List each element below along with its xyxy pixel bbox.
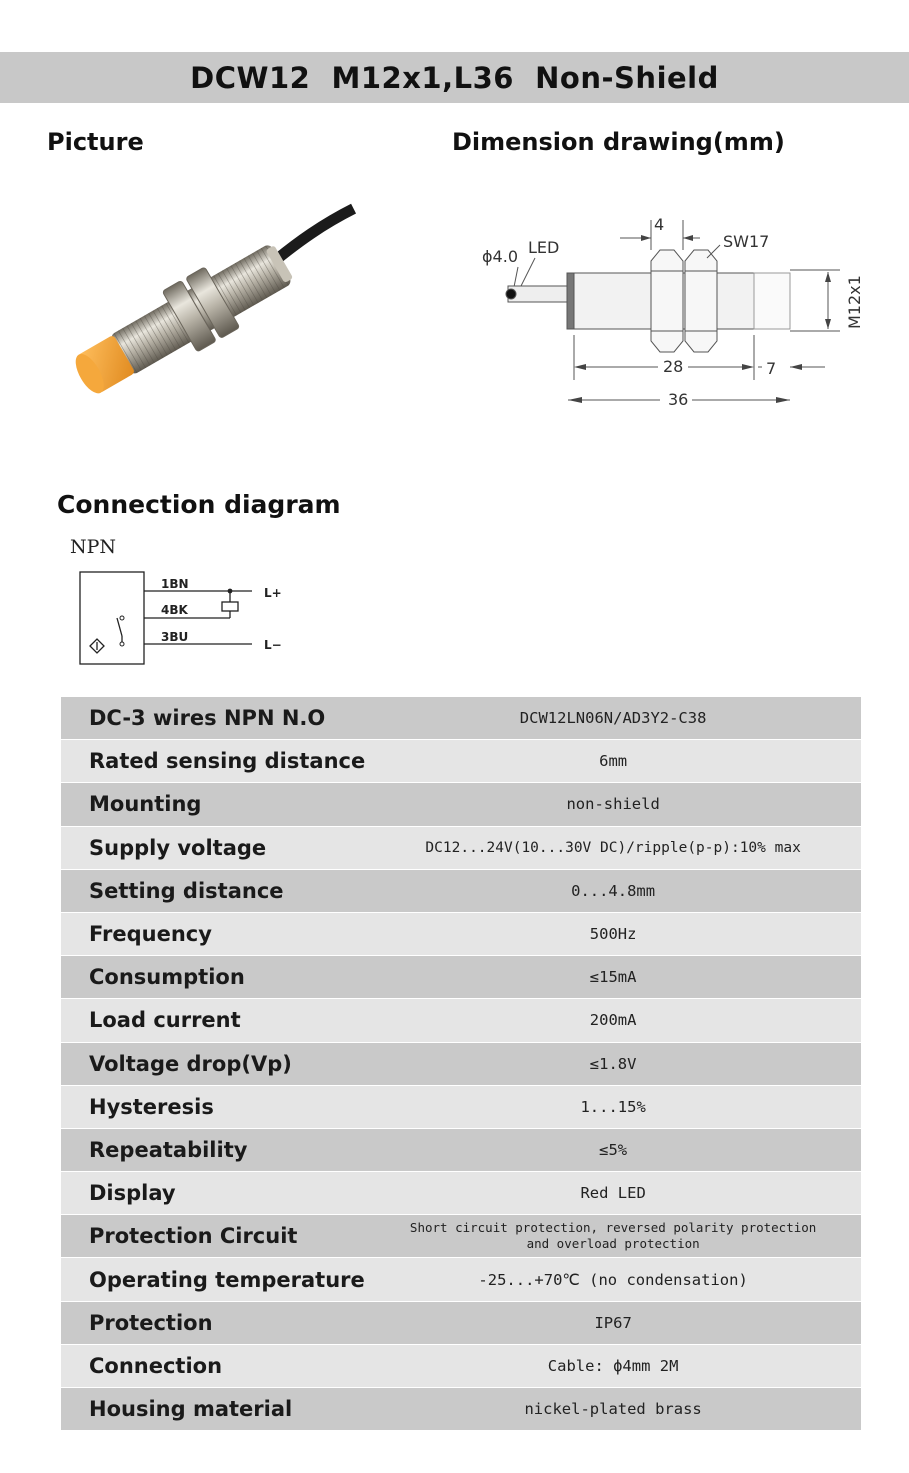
spec-label: Protection Circuit [61, 1215, 365, 1258]
spec-label: Protection [61, 1301, 365, 1344]
spec-row [61, 1042, 861, 1085]
spec-row [61, 1388, 861, 1431]
spec-row [61, 740, 861, 783]
spec-value: Red LED [365, 1172, 861, 1215]
spec-label: Rated sensing distance [61, 740, 365, 783]
spec-label: Operating temperature [61, 1258, 365, 1301]
spec-value: non-shield [365, 783, 861, 826]
spec-value: nickel-plated brass [365, 1388, 861, 1431]
spec-row [61, 783, 861, 826]
wrench-size-label: SW17 [723, 232, 770, 251]
nut-width-label: 4 [654, 215, 665, 234]
spec-row [61, 697, 861, 740]
spec-row [61, 826, 861, 869]
spec-row [61, 1301, 861, 1344]
spec-value: IP67 [365, 1301, 861, 1344]
spec-row [61, 956, 861, 999]
total-length-label: 36 [668, 390, 689, 409]
cable-diameter-label: ϕ4.0 [482, 247, 518, 266]
spec-label: Repeatability [61, 1128, 365, 1171]
spec-value: 200mA [365, 999, 861, 1042]
spec-row [61, 912, 861, 955]
spec-value-line: and overload protection [526, 1236, 700, 1252]
spec-value [365, 1215, 861, 1258]
spec-label: Connection [61, 1344, 365, 1387]
led-label: LED [528, 238, 560, 257]
wire-label-blue: 3BU [161, 630, 189, 644]
page-title: DCW12 M12x1,L36 Non-Shield [190, 60, 719, 95]
spec-label: Setting distance [61, 869, 365, 912]
spec-value: -25...+70℃ (no condensation) [365, 1258, 861, 1301]
spec-label: Voltage drop(Vp) [61, 1042, 365, 1085]
picture-heading: Picture [47, 128, 144, 156]
spec-table [61, 697, 861, 1430]
face-length-label: 7 [766, 359, 777, 378]
spec-value: DCW12LN06N/AD3Y2-C38 [365, 697, 861, 740]
spec-value: Cable: ϕ4mm 2M [365, 1344, 861, 1387]
spec-label: Supply voltage [61, 826, 365, 869]
spec-row [61, 869, 861, 912]
spec-label: Consumption [61, 956, 365, 999]
spec-value: ≤15mA [365, 956, 861, 999]
spec-row [61, 1258, 861, 1301]
thread-size-label: M12x1 [845, 275, 864, 329]
spec-value: ≤5% [365, 1128, 861, 1171]
spec-row [61, 1215, 861, 1258]
spec-value: 500Hz [365, 912, 861, 955]
spec-row [61, 1085, 861, 1128]
connection-heading: Connection diagram [57, 490, 341, 519]
thread-length-label: 28 [663, 357, 684, 376]
spec-row [61, 999, 861, 1042]
terminal-positive: L+ [264, 586, 282, 600]
wire-label-black: 4BK [161, 603, 188, 617]
spec-label: Frequency [61, 912, 365, 955]
spec-value-line: Short circuit protection, reversed polarity protection [409, 1220, 817, 1236]
spec-row [61, 1344, 861, 1387]
output-type-label: NPN [70, 536, 117, 558]
title-bar [0, 52, 909, 103]
spec-label: Mounting [61, 783, 365, 826]
spec-value: DC12...24V(10...30V DC)/ripple(p-p):10% max [365, 826, 861, 869]
spec-row [61, 1128, 861, 1171]
terminal-negative: L− [264, 638, 282, 652]
spec-row [61, 1172, 861, 1215]
dimension-heading: Dimension drawing(mm) [452, 128, 785, 156]
wiring-diagram [70, 562, 300, 674]
sensor-photo [50, 200, 370, 420]
spec-value: ≤1.8V [365, 1042, 861, 1085]
spec-value: 0...4.8mm [365, 869, 861, 912]
spec-value: 1...15% [365, 1085, 861, 1128]
dimension-drawing [470, 200, 880, 420]
wire-label-brown: 1BN [161, 577, 189, 591]
spec-label: Hysteresis [61, 1085, 365, 1128]
spec-label: Display [61, 1172, 365, 1215]
spec-label: Load current [61, 999, 365, 1042]
spec-label: Housing material [61, 1388, 365, 1431]
spec-value: 6mm [365, 740, 861, 783]
spec-label: DC-3 wires NPN N.O [61, 697, 365, 740]
